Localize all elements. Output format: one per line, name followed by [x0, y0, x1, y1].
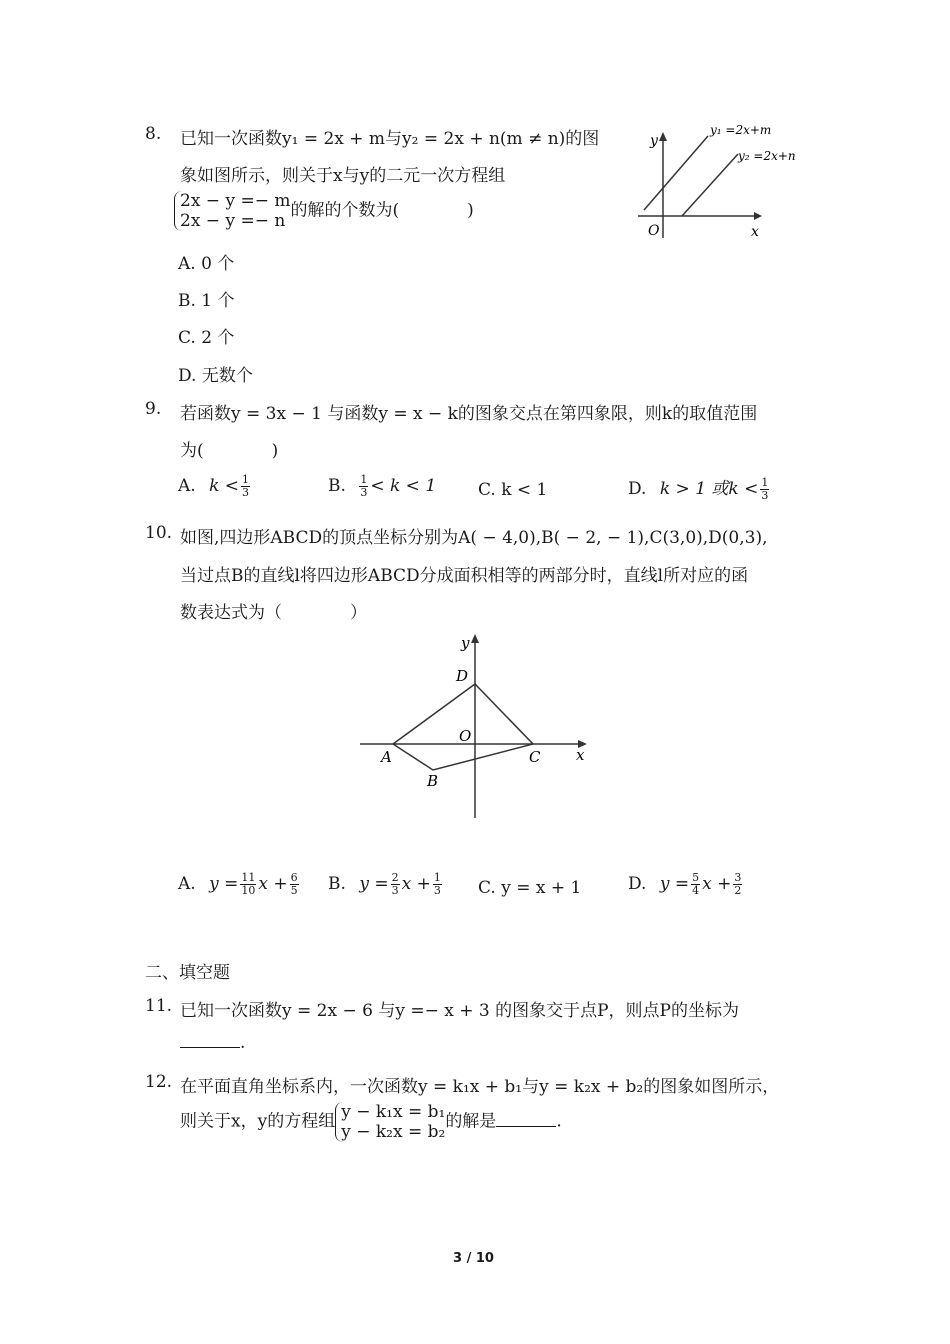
- q10-point-d-label: D: [456, 667, 469, 685]
- q9-opt-b-frac: [359, 474, 368, 499]
- q10-opt-b-mid: x +: [401, 874, 431, 894]
- q8-equation-system: [174, 191, 290, 231]
- q11-number: 11.: [145, 996, 173, 1016]
- q10-opt-a-label: A.: [178, 874, 196, 894]
- q10-opt-a-frac2-num: 6: [290, 871, 298, 884]
- q8-y-label: y: [650, 133, 658, 149]
- q10-number: 10.: [145, 523, 173, 543]
- q8-graph: [630, 118, 810, 243]
- q10-graph: [355, 628, 600, 823]
- q10-option-a: [178, 872, 301, 897]
- q8-number: 8.: [145, 124, 162, 144]
- q10-opt-b-frac1: [391, 872, 400, 897]
- q9-opt-a-frac-num: 1: [242, 473, 250, 486]
- q8-system-eq2: 2x − y =− n: [180, 211, 286, 231]
- q8-option-a: A. 0 个: [178, 254, 235, 274]
- q10-opt-d-frac2-den: 2: [734, 884, 742, 897]
- q10-opt-a-frac1-den: 10: [241, 884, 256, 897]
- q8-x-arrow: [754, 212, 762, 220]
- q9-opt-a-frac: [241, 474, 250, 499]
- q9-opt-b-label: B.: [328, 476, 346, 496]
- q10-y-label: y: [461, 634, 470, 652]
- q8-line2: 象如图所示，则关于x与y的二元一次方程组: [180, 166, 506, 186]
- q8-y-arrow: [659, 132, 667, 141]
- q10-opt-b-frac2-num: 1: [433, 871, 441, 884]
- q8-option-c: C. 2 个: [178, 328, 235, 348]
- q9-option-c: C. k < 1: [478, 480, 548, 500]
- q12-line2: [180, 1102, 562, 1142]
- q9-opt-b-frac-den: 3: [360, 486, 368, 499]
- q10-line1: 如图,四边形ABCD的顶点坐标分别为A( − 4,0),B( − 2, − 1),C(3,0),D(0,3),: [180, 528, 768, 548]
- q8-line-y2: [682, 154, 738, 216]
- q9-opt-d-frac-den: 3: [761, 489, 769, 502]
- q10-line2: 当过点B的直线l将四边形ABCD分成面积相等的两部分时，直线l所对应的函: [180, 566, 749, 586]
- q9-line1: 若函数y = 3x − 1 与函数y = x − k的图象交点在第四象限，则k的取值范围: [180, 404, 758, 424]
- q9-opt-d-frac-num: 1: [761, 476, 769, 489]
- q10-opt-b-frac1-num: 2: [391, 871, 399, 884]
- q9-opt-a-label: A.: [178, 476, 196, 496]
- q10-opt-d-frac1-num: 5: [692, 871, 700, 884]
- q10-opt-d-frac1-den: 4: [692, 884, 700, 897]
- q9-opt-d-label: D.: [628, 479, 647, 499]
- q10-opt-a-pre: y =: [209, 874, 239, 894]
- q9-opt-d-frac: [760, 477, 769, 502]
- q9-line2: 为( ): [180, 441, 279, 461]
- q12-line2-prefix: 则关于x，y的方程组: [180, 1111, 336, 1132]
- q9-opt-b-frac-num: 1: [360, 473, 368, 486]
- q8-system-eq1: 2x − y =− m: [180, 191, 291, 211]
- q11-line1: 已知一次函数y = 2x − 6 与y =− x + 3 的图象交于点P，则点P的坐标为: [180, 1001, 739, 1021]
- q10-origin-label: O: [459, 727, 472, 745]
- q10-opt-d-mid: x +: [702, 874, 732, 894]
- q10-opt-b-label: B.: [328, 874, 346, 894]
- q10-opt-a-frac1: [240, 872, 256, 897]
- q12-system-eq2: y − k₂x = b₂: [341, 1122, 446, 1142]
- q12-number: 12.: [145, 1072, 173, 1092]
- q10-opt-a-frac2-den: 5: [290, 884, 298, 897]
- q8-line1-label: y₁ =2x+m: [710, 123, 772, 137]
- q10-x-label: x: [576, 746, 585, 764]
- page-number: 3 / 10: [453, 1251, 494, 1266]
- q10-point-a-label: A: [381, 748, 392, 766]
- q8-line3-suffix: 的解的个数为( ): [290, 200, 474, 221]
- q8-x-label: x: [751, 224, 759, 240]
- q11-line2: [180, 1033, 245, 1053]
- q8-line1: 已知一次函数y₁ = 2x + m与y₂ = 2x + n(m ≠ n)的图: [180, 129, 600, 149]
- q12-line2-suffix: 的解是: [445, 1111, 497, 1132]
- q9-option-d: [628, 474, 771, 502]
- q11-answer-blank: [180, 1033, 240, 1048]
- q10-option-c: C. y = x + 1: [478, 878, 582, 898]
- q10-y-arrow: [471, 634, 479, 643]
- q12-line1: 在平面直角坐标系内，一次函数y = k₁x + b₁与y = k₂x + b₂的图象如图所示，: [180, 1077, 780, 1097]
- q9-opt-a-text: k <: [209, 476, 240, 496]
- q9-option-a: [178, 474, 252, 499]
- q10-point-b-label: B: [427, 772, 439, 790]
- q9-option-b: [328, 474, 436, 499]
- q9-opt-a-frac-den: 3: [242, 486, 250, 499]
- q10-opt-b-frac1-den: 3: [391, 884, 399, 897]
- q10-opt-a-frac1-num: 11: [241, 871, 256, 884]
- q9-opt-b-text: < k < 1: [370, 476, 437, 496]
- q12-answer-blank: [496, 1112, 556, 1127]
- q10-opt-b-pre: y =: [359, 874, 389, 894]
- q10-opt-d-label: D.: [628, 874, 647, 894]
- q11-line2-suffix: .: [240, 1033, 246, 1053]
- q12-equation-system: [335, 1102, 445, 1142]
- q10-opt-d-frac2: [733, 872, 742, 897]
- q12-line2-end: .: [556, 1111, 562, 1132]
- q10-point-c-label: C: [529, 748, 541, 766]
- q10-opt-d-frac2-num: 3: [734, 871, 742, 884]
- q8-line2-label: y₂ =2x+n: [738, 149, 796, 163]
- section-2-title: 二、填空题: [145, 963, 230, 983]
- q10-opt-a-mid: x +: [258, 874, 288, 894]
- q10-opt-a-frac2: [290, 872, 299, 897]
- q10-option-d: [628, 872, 744, 897]
- q10-opt-d-pre: y =: [659, 874, 690, 894]
- q10-option-b: [328, 872, 444, 897]
- q9-number: 9.: [145, 399, 162, 419]
- q8-line3: [174, 191, 474, 231]
- q10-opt-b-frac2: [433, 872, 442, 897]
- q8-origin-label: O: [648, 223, 660, 239]
- q8-option-b: B. 1 个: [178, 291, 235, 311]
- q12-system-eq1: y − k₁x = b₁: [341, 1102, 446, 1122]
- q10-line3: 数表达式为（ ）: [180, 603, 367, 623]
- q10-opt-d-frac1: [691, 872, 700, 897]
- q9-opt-d-text: k > 1 或k <: [659, 479, 759, 499]
- q8-option-d: D. 无数个: [178, 366, 253, 386]
- q10-opt-b-frac2-den: 3: [433, 884, 441, 897]
